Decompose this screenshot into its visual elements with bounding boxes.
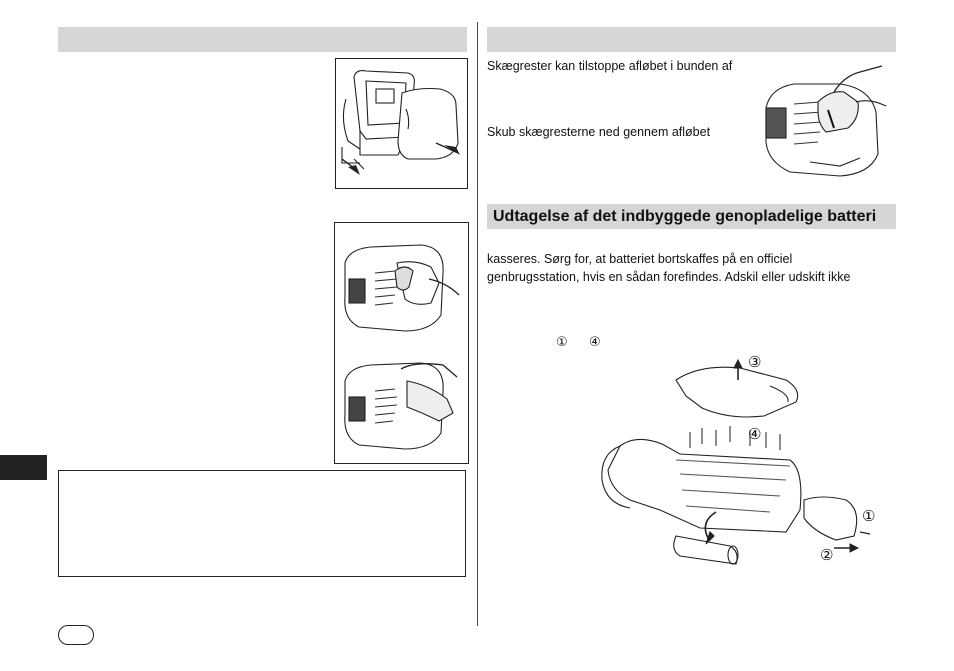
battery-text-line-2: genbrugsstation, hvis en sådan forefindes. Adskil eller udskift ikke bbox=[487, 270, 851, 284]
figure-drain-cleaning bbox=[760, 62, 890, 187]
figure-unit-removal bbox=[335, 58, 468, 189]
column-divider bbox=[477, 22, 478, 626]
battery-disassembly-illustration bbox=[590, 350, 890, 585]
drain-cleaning-illustration bbox=[760, 62, 890, 187]
battery-text-line-1: kasseres. Sørg for, at batteriet bortskaffes på en officiel bbox=[487, 252, 793, 266]
step-range-from: ① bbox=[556, 334, 568, 349]
left-header-bar bbox=[58, 27, 467, 52]
diagram-label-step1: ① bbox=[862, 508, 876, 525]
diagram-label-step3: ③ bbox=[748, 354, 762, 371]
step-range-to: ④ bbox=[589, 334, 601, 349]
figure-battery-disassembly bbox=[590, 350, 890, 585]
cleaning-illustration bbox=[335, 223, 468, 463]
section-side-tab bbox=[0, 455, 47, 480]
note-box bbox=[58, 470, 466, 577]
figure-cleaning-steps bbox=[334, 222, 469, 464]
battery-section-title: Udtagelse af det indbyggede genopladelige batteri bbox=[487, 204, 896, 229]
cleaning-text-1: Skægrester kan tilstoppe afløbet i bunden af bbox=[487, 59, 733, 73]
unit-removal-illustration bbox=[336, 59, 467, 188]
cleaning-text-2: Skub skægresterne ned gennem afløbet bbox=[487, 125, 711, 139]
language-badge bbox=[58, 625, 94, 645]
right-header-bar bbox=[487, 27, 896, 52]
diagram-label-step2: ② bbox=[820, 547, 834, 564]
diagram-label-step4: ④ bbox=[748, 426, 762, 443]
